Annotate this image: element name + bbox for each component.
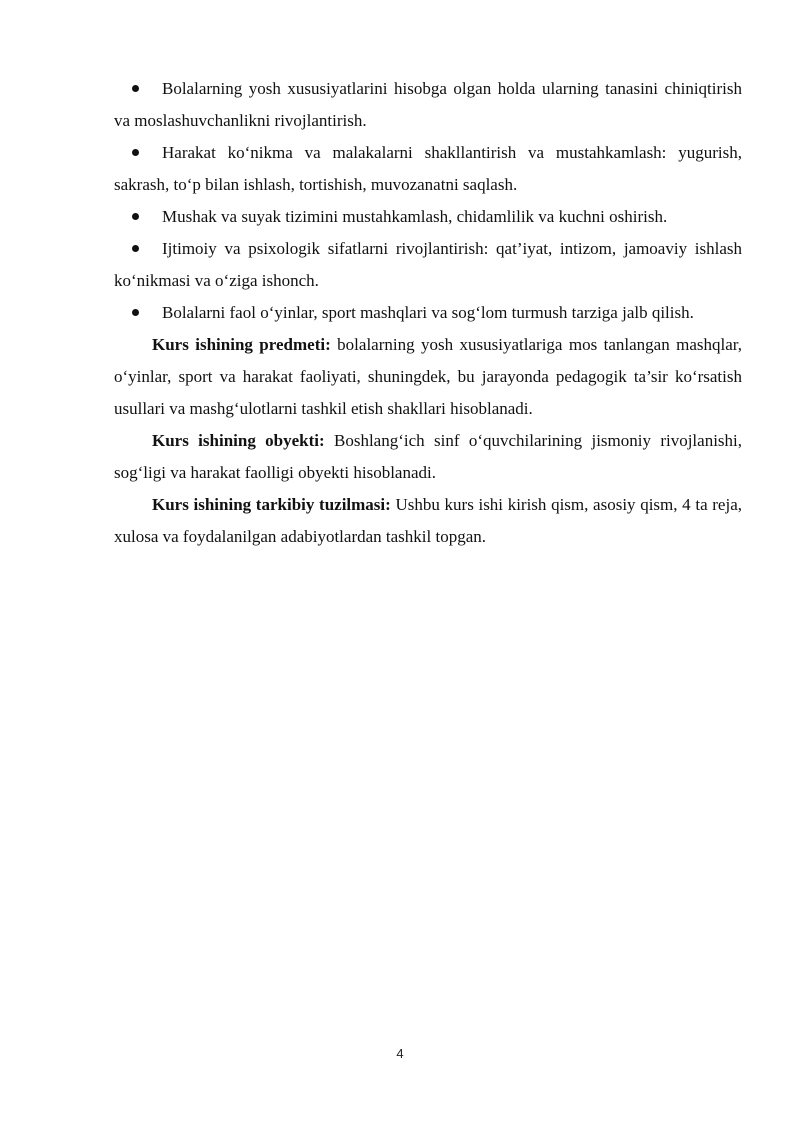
subject-label: Kurs ishining predmeti: (152, 335, 331, 354)
list-item-text: Bolalarni faol o‘yinlar, sport mashqlari va sog‘lom turmush tarziga jalb qilish. (162, 303, 694, 322)
bullet-icon (132, 149, 139, 156)
subject-text: bolalarning yosh xususiyatlariga mos tanlangan mashqlar, o‘yinlar, sport va harakat faoliyati, shuningdek, bu jarayonda pedagogik ta’sir ko‘rsatish usullari va mashg‘ulotlarni tashkil etish shakllari hisoblanadi. (114, 335, 743, 418)
page-number: 4 (396, 1046, 404, 1061)
structure-label: Kurs ishining tarkibiy tuzilmasi: (152, 495, 391, 514)
list-item (114, 297, 742, 329)
bullet-icon (132, 309, 139, 316)
bullet-icon (132, 213, 139, 220)
bullet-icon (132, 245, 139, 252)
object-text: Boshlang‘ich sinf o‘quvchilarining jismoniy rivojlanishi, sog‘ligi va harakat faolligi obyekti hisoblanadi. (114, 431, 743, 482)
object-paragraph (114, 425, 742, 489)
list-item-text: Bolalarning yosh xususiyatlarini hisobga olgan holda ularning tanasini chiniqtirish va moslashuvchanlikni rivojlantirish. (114, 79, 742, 130)
bullet-icon (132, 85, 139, 92)
list-item-text: Mushak va suyak tizimini mustahkamlash, chidamlilik va kuchni oshirish. (162, 207, 668, 226)
structure-text: Ushbu kurs ishi kirish qism, asosiy qism, 4 ta reja, xulosa va foydalanilgan adabiyotlardan tashkil topgan. (114, 495, 742, 546)
list-item (114, 73, 742, 137)
object-label: Kurs ishining obyekti: (152, 431, 325, 450)
page-content (114, 73, 742, 553)
list-item-text: Harakat ko‘nikma va malakalarni shakllantirish va mustahkamlash: yugurish, sakrash, to‘p bilan ishlash, tortishish, muvozanatni saqlash. (114, 143, 742, 194)
structure-paragraph (114, 489, 742, 553)
list-item-text: Ijtimoiy va psixologik sifatlarni rivojlantirish: qat’iyat, intizom, jamoaviy ishlash ko‘nikmasi va o‘ziga ishonch. (114, 239, 742, 290)
subject-paragraph (114, 329, 742, 425)
list-item (114, 201, 742, 233)
list-item (114, 233, 742, 297)
list-item (114, 137, 742, 201)
goals-list (114, 73, 742, 329)
